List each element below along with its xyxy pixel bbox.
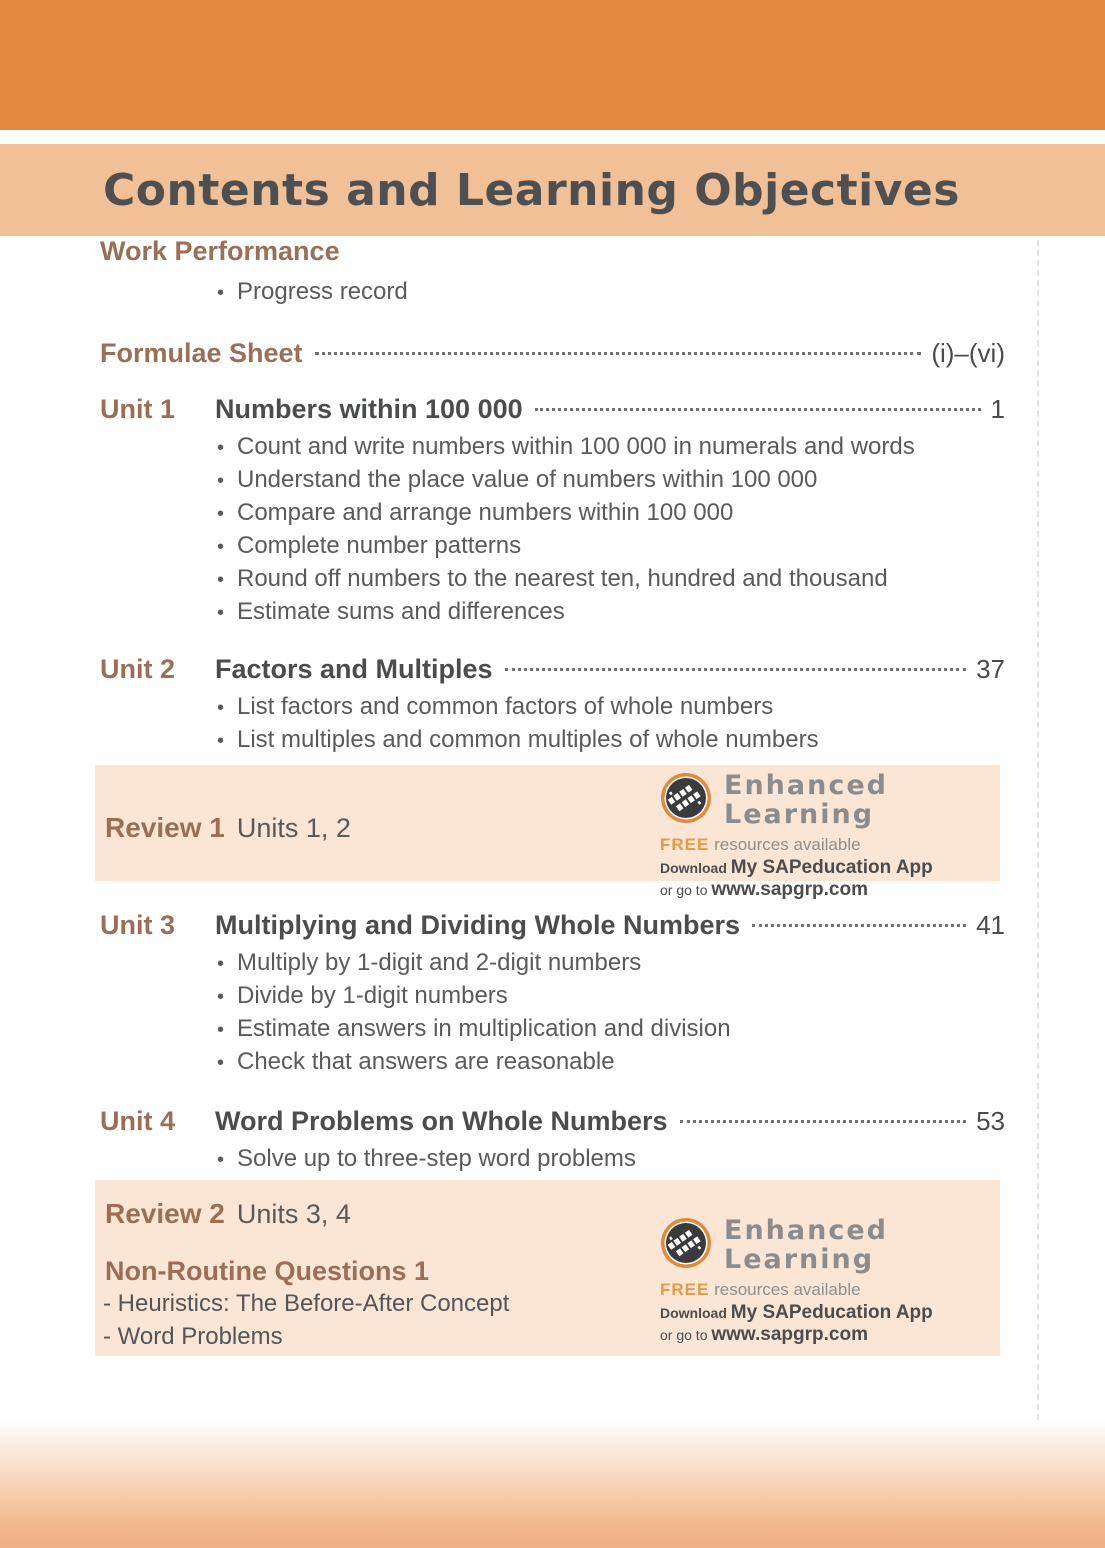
download-label: Download: [660, 860, 727, 876]
list-item: [217, 1046, 1105, 1079]
list-item: [217, 691, 1105, 724]
unit-label: Unit 3: [100, 910, 176, 940]
band-gap: [0, 130, 1105, 144]
objective-text: Understand the place value of numbers within 100 000: [237, 466, 818, 493]
free-word: FREE: [660, 1280, 710, 1299]
list-item: [217, 596, 1105, 629]
objective-text: Multiply by 1-digit and 2-digit numbers: [237, 949, 642, 976]
non-routine-heading: Non-Routine Questions 1: [105, 1256, 429, 1286]
list-item: [217, 530, 1105, 563]
free-resources-line: [660, 835, 980, 855]
bullet-dot-icon: •: [217, 282, 225, 304]
bullet-dot-icon: •: [217, 730, 225, 752]
dotted-leader: [752, 924, 966, 927]
bullet-dot-icon: •: [217, 437, 225, 459]
review-units: Units 3, 4: [236, 1199, 351, 1229]
page-edge-scan-line: [1037, 240, 1039, 1420]
list-item: [217, 980, 1105, 1013]
free-rest: resources available: [714, 1280, 861, 1299]
list-item: [217, 276, 1105, 309]
dotted-leader: [680, 1120, 967, 1123]
dotted-leader: [505, 668, 967, 671]
app-name: My SAPeducation App: [730, 1302, 933, 1323]
unit-2-objectives: [0, 691, 1105, 757]
enhanced-learning-block: [660, 771, 980, 901]
download-line: [660, 1302, 980, 1324]
dotted-leader: [535, 408, 981, 411]
bullet-dot-icon: •: [217, 602, 225, 624]
url-line: [660, 1324, 980, 1346]
website-url: www.sapgrp.com: [711, 879, 868, 900]
title-banner: [0, 144, 1105, 236]
unit-title: Word Problems on Whole Numbers: [215, 1106, 668, 1136]
objective-text: Divide by 1-digit numbers: [237, 982, 508, 1009]
toc-row-formulae-sheet: [100, 337, 1005, 369]
bottom-gradient-band: [0, 1420, 1105, 1548]
download-label: Download: [660, 1305, 727, 1321]
page-number: 37: [976, 654, 1005, 684]
review-label: Review 2: [105, 1198, 225, 1229]
toc-row-unit-1: [100, 393, 1005, 425]
unit-label: Unit 1: [100, 394, 176, 424]
bullet-dot-icon: •: [217, 503, 225, 525]
wordmark-line-2: Learning: [724, 1244, 875, 1275]
free-word: FREE: [660, 835, 710, 854]
page-number: 53: [976, 1106, 1005, 1136]
url-line: [660, 879, 980, 901]
objective-text: Complete number patterns: [237, 532, 522, 559]
unit-3-section: [0, 909, 1105, 1079]
bullet-dot-icon: •: [217, 1019, 225, 1041]
non-routine-item: - Heuristics: The Before-After Concept: [103, 1290, 510, 1317]
bullet-dot-icon: •: [217, 1149, 225, 1171]
bullet-dot-icon: •: [217, 569, 225, 591]
dotted-leader: [315, 352, 922, 355]
page-number: (i)–(vi): [931, 338, 1005, 368]
unit-label: Unit 4: [100, 1106, 176, 1136]
review-label: Review 1: [105, 812, 225, 843]
unit-title: Factors and Multiples: [215, 654, 493, 684]
unit-2-section: [0, 653, 1105, 757]
bullet-dot-icon: •: [217, 1052, 225, 1074]
objective-text: Round off numbers to the nearest ten, hundred and thousand: [237, 565, 888, 592]
page-title: Contents and Learning Objectives: [103, 164, 960, 216]
wordmark-line-2: Learning: [724, 799, 875, 830]
review-2-line: [105, 1198, 351, 1230]
objective-text: Compare and arrange numbers within 100 000: [237, 499, 734, 526]
review-units: Units 1, 2: [236, 813, 351, 843]
free-rest: resources available: [714, 835, 861, 854]
unit-title: Multiplying and Dividing Whole Numbers: [215, 910, 740, 940]
bullet-dot-icon: •: [217, 536, 225, 558]
non-routine-item: - Word Problems: [103, 1323, 283, 1350]
wordmark-line-1: Enhanced: [724, 1215, 888, 1246]
objective-text: Estimate answers in multiplication and division: [237, 1015, 731, 1042]
objective-text: Progress record: [237, 278, 408, 305]
wordmark-line-1: Enhanced: [724, 770, 888, 801]
formulae-sheet-heading: Formulae Sheet: [100, 338, 303, 368]
bullet-dot-icon: •: [217, 953, 225, 975]
bullet-dot-icon: •: [217, 986, 225, 1008]
enhanced-learning-wordmark: [724, 1216, 888, 1274]
toc-row-unit-4: [100, 1105, 1005, 1137]
objective-text: Solve up to three-step word problems: [237, 1145, 636, 1172]
page-number: 1: [990, 394, 1005, 424]
enhanced-learning-badge-icon: [660, 1217, 712, 1274]
enhanced-learning-top: [660, 771, 980, 829]
objective-text: Estimate sums and differences: [237, 598, 565, 625]
review-2-band: [95, 1180, 1000, 1356]
list-item: [217, 947, 1105, 980]
review-1-line: [105, 812, 351, 844]
list-item: [217, 1143, 1105, 1176]
list-item: [217, 431, 1105, 464]
unit-1-section: [0, 393, 1105, 629]
list-item: [217, 563, 1105, 596]
unit-1-objectives: [0, 431, 1105, 629]
objective-text: Check that answers are reasonable: [237, 1048, 615, 1075]
bullet-dot-icon: •: [217, 470, 225, 492]
unit-4-section: [0, 1105, 1105, 1176]
download-line: [660, 857, 980, 879]
list-item: [217, 724, 1105, 757]
toc-content: [0, 236, 1105, 1356]
objective-text: List multiples and common multiples of whole numbers: [237, 726, 819, 753]
enhanced-learning-wordmark: [724, 771, 888, 829]
app-name: My SAPeducation App: [730, 857, 933, 878]
list-item: [217, 1013, 1105, 1046]
list-item: [217, 497, 1105, 530]
website-url: www.sapgrp.com: [711, 1324, 868, 1345]
enhanced-learning-top: [660, 1216, 980, 1274]
page-number: 41: [976, 910, 1005, 940]
bullet-dot-icon: •: [217, 697, 225, 719]
unit-title: Numbers within 100 000: [215, 394, 523, 424]
enhanced-learning-block: [660, 1216, 980, 1346]
objective-text: Count and write numbers within 100 000 in numerals and words: [237, 433, 915, 460]
free-resources-line: [660, 1280, 980, 1300]
toc-row-unit-3: [100, 909, 1005, 941]
unit-label: Unit 2: [100, 654, 176, 684]
work-performance-heading: Work Performance: [100, 236, 340, 266]
toc-row-unit-2: [100, 653, 1005, 685]
review-1-band: [95, 765, 1000, 900]
orgoto-label: or go to: [660, 1327, 708, 1343]
work-performance-list: [0, 276, 1105, 309]
top-orange-band: [0, 0, 1105, 130]
unit-4-objectives: [0, 1143, 1105, 1176]
unit-3-objectives: [0, 947, 1105, 1079]
enhanced-learning-badge-icon: [660, 772, 712, 829]
orgoto-label: or go to: [660, 882, 708, 898]
list-item: [217, 464, 1105, 497]
objective-text: List factors and common factors of whole numbers: [237, 693, 774, 720]
